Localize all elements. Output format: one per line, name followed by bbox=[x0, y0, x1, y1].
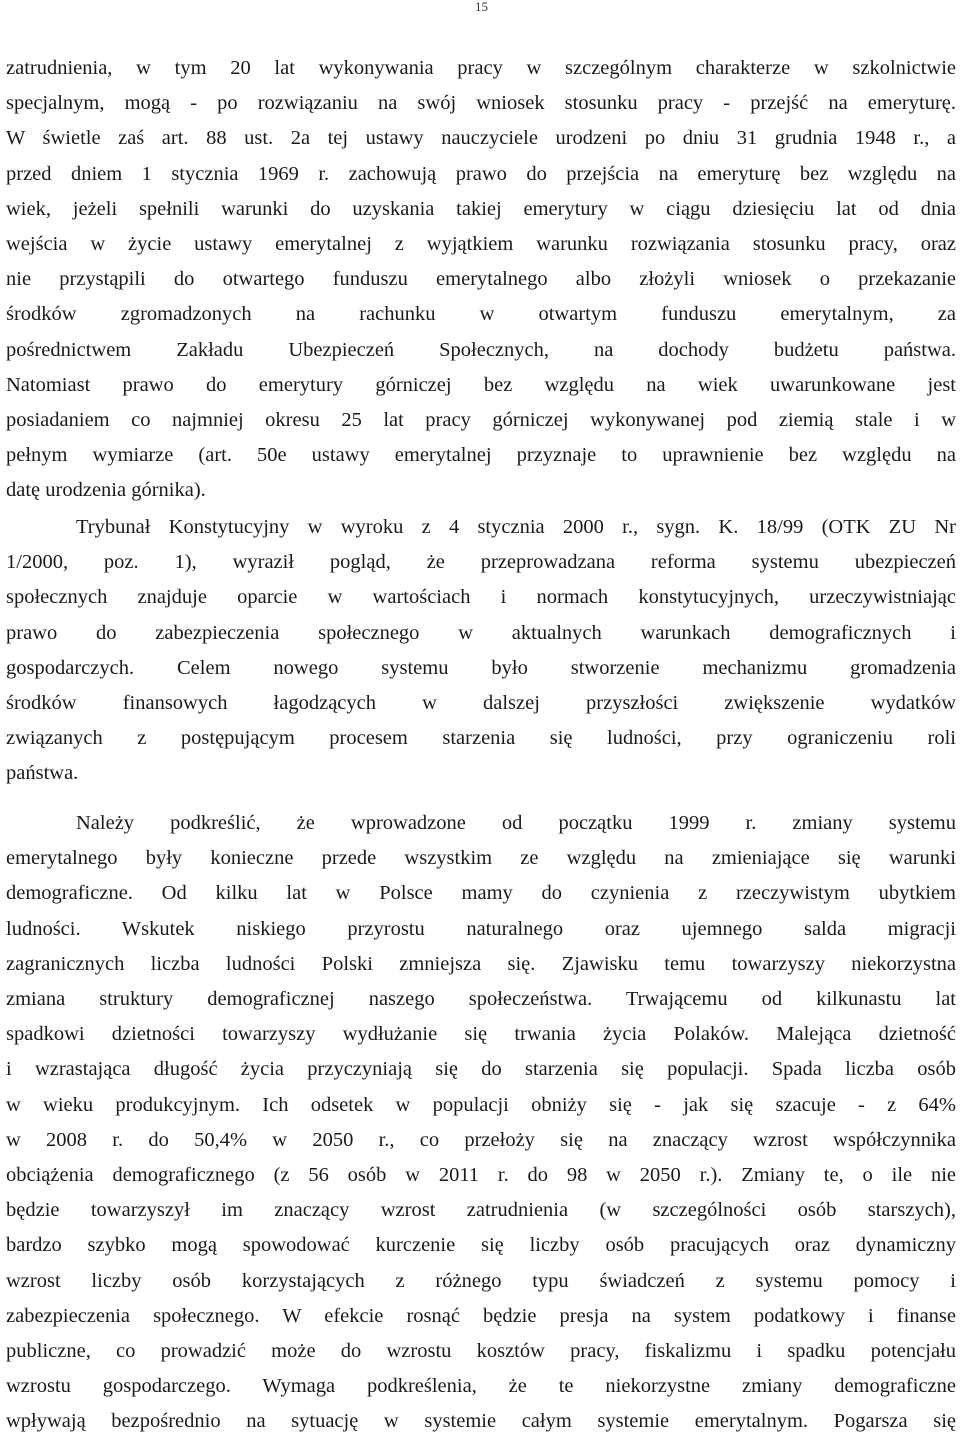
text-line: obciążenia demograficznego (z 56 osób w 2011 r. do 98 w 2050 r.). Zmiany te, o ile nie bbox=[6, 1164, 956, 1187]
text-line: zmiana struktury demograficznej naszego społeczeństwa. Trwającemu od kilkunastu lat bbox=[6, 988, 956, 1011]
text-line: będzie towarzyszył im znaczący wzrost zatrudnienia (w szczególności osób starszych), bbox=[6, 1199, 956, 1222]
text-line: i wzrastająca długość życia przyczyniają się do starzenia się populacji. Spada liczba osób bbox=[6, 1058, 956, 1081]
text-line: wiek, jeżeli spełnili warunki do uzyskania takiej emerytury w ciągu dziesięciu lat od dnia bbox=[6, 197, 956, 220]
text-line: gospodarczych. Celem nowego systemu było stworzenie mechanizmu gromadzenia bbox=[6, 656, 956, 679]
text-line: specjalnym, mogą - po rozwiązaniu na swój wniosek stosunku pracy - przejść na emeryturę. bbox=[6, 92, 956, 115]
text-line: przed dniem 1 stycznia 1969 r. zachowują prawo do przejścia na emeryturę bez względu na bbox=[6, 162, 956, 185]
text-line: w 2008 r. do 50,4% w 2050 r., co przełoży się na znaczący wzrost współczynnika bbox=[6, 1128, 956, 1151]
text-line: spadkowi dzietności towarzyszy wydłużanie się trwania życia Polaków. Malejąca dzietność bbox=[6, 1023, 956, 1046]
text-line: Natomiast prawo do emerytury górniczej bez względu na wiek uwarunkowane jest bbox=[6, 373, 956, 396]
text-line: emerytalnego były konieczne przede wszystkim ze względu na zmieniające się warunki bbox=[6, 847, 956, 870]
text-line: zabezpieczenia społecznego. W efekcie rosnąć będzie presja na system podatkowy i finanse bbox=[6, 1304, 956, 1327]
text-line: wejścia w życie ustawy emerytalnej z wyjątkiem warunku rozwiązania stosunku pracy, oraz bbox=[6, 233, 956, 256]
text-line: ludności. Wskutek niskiego przyrostu naturalnego oraz ujemnego salda migracji bbox=[6, 917, 956, 940]
text-line: społecznych znajduje oparcie w wartościach i normach konstytucyjnych, urzeczywistniając bbox=[6, 586, 956, 609]
text-line: zagranicznych liczba ludności Polski zmniejsza się. Zjawisku temu towarzyszy niekorzystna bbox=[6, 952, 956, 975]
paragraph-3 bbox=[6, 806, 956, 1440]
text-line: nie przystąpili do otwartego funduszu emerytalnego albo złożyli wniosek o przekazanie bbox=[6, 268, 956, 291]
text-line: zatrudnienia, w tym 20 lat wykonywania pracy w szczególnym charakterze w szkolnictwie bbox=[6, 57, 956, 79]
text-line: Trybunał Konstytucyjny w wyroku z 4 stycznia 2000 r., sygn. K. 18/99 (OTK ZU Nr bbox=[76, 516, 956, 538]
paragraph-2 bbox=[6, 510, 956, 792]
text-line: W świetle zaś art. 88 ust. 2a tej ustawy nauczyciele urodzeni po dniu 31 grudnia 1948 r., a bbox=[6, 127, 956, 150]
text-line: pełnym wymiarze (art. 50e ustawy emerytalnej przyznaje to uprawnienie bez względu na bbox=[6, 444, 956, 467]
text-line: Należy podkreślić, że wprowadzone od początku 1999 r. zmiany systemu bbox=[76, 812, 956, 834]
text-line: środków finansowych łagodzących w dalszej przyszłości zwiększenie wydatków bbox=[6, 692, 956, 715]
text-line: państwa. bbox=[6, 762, 79, 785]
text-line: datę urodzenia górnika). bbox=[6, 479, 206, 502]
text-line: bardzo szybko mogą spowodować kurczenie się liczby osób pracujących oraz dynamiczny bbox=[6, 1234, 956, 1257]
text-line: posiadaniem co najmniej okresu 25 lat pracy górniczej wykonywanej pod ziemią stale i w bbox=[6, 409, 956, 432]
text-line: pośrednictwem Zakładu Ubezpieczeń Społecznych, na dochody budżetu państwa. bbox=[6, 338, 956, 361]
page-number: 15 bbox=[475, 0, 488, 14]
text-line: demograficzne. Od kilku lat w Polsce mamy do czynienia z rzeczywistym ubytkiem bbox=[6, 882, 956, 905]
text-line: prawo do zabezpieczenia społecznego w aktualnych warunkach demograficznych i bbox=[6, 621, 956, 644]
text-line: środków zgromadzonych na rachunku w otwartym funduszu emerytalnym, za bbox=[6, 303, 956, 326]
text-line: wzrost liczby osób korzystających z różnego typu świadczeń z systemu pomocy i bbox=[6, 1269, 956, 1292]
text-line: wzrostu gospodarczego. Wymaga podkreślenia, że te niekorzystne zmiany demograficzne bbox=[6, 1375, 956, 1398]
text-line: publiczne, co prowadzić może do wzrostu kosztów pracy, fiskalizmu i spadku potencjału bbox=[6, 1340, 956, 1363]
text-line: związanych z postępującym procesem starzenia się ludności, przy ograniczeniu roli bbox=[6, 727, 956, 750]
text-line: 1/2000, poz. 1), wyraził pogląd, że przeprowadzana reforma systemu ubezpieczeń bbox=[6, 551, 956, 574]
paragraph-1 bbox=[6, 51, 956, 509]
text-line: wpływają bezpośrednio na sytuację w systemie całym systemie emerytalnym. Pogarsza się bbox=[6, 1410, 956, 1433]
text-line: w wieku produkcyjnym. Ich odsetek w populacji obniży się - jak się szacuje - z 64% bbox=[6, 1093, 956, 1116]
